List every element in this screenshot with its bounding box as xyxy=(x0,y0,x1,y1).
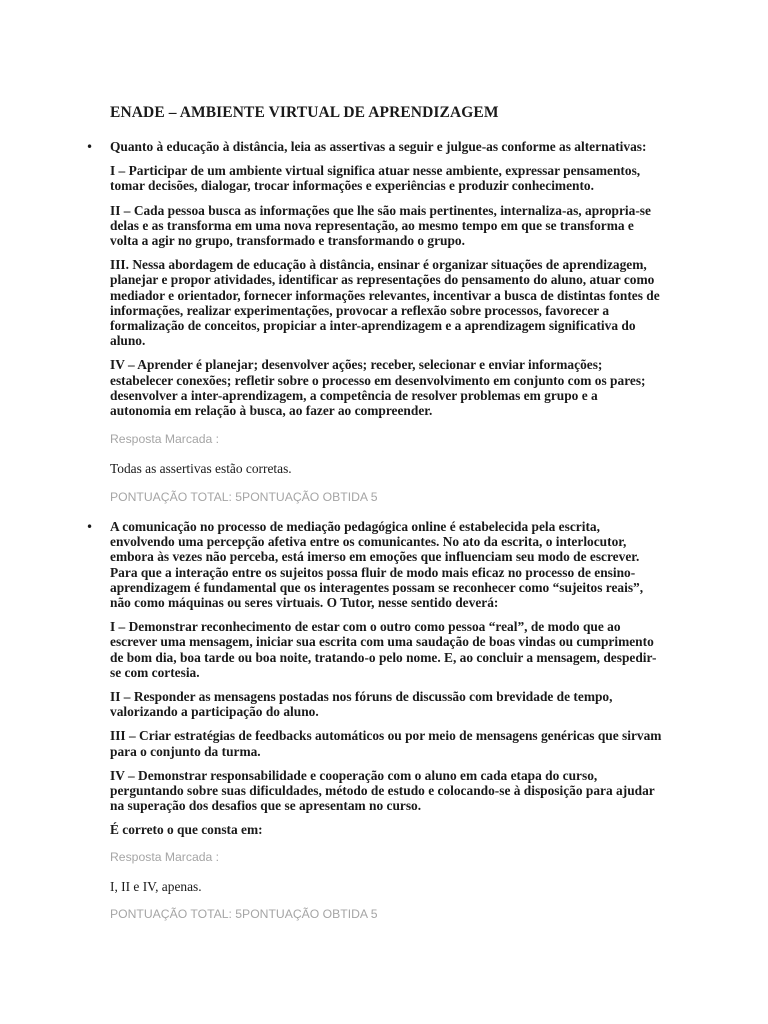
assertion-iii: III – Criar estratégias de feedbacks automáticos ou por meio de mensagens genéricas que sirvam para o conjunto da turma. xyxy=(110,728,662,759)
selected-answer: I, II e IV, apenas. xyxy=(110,878,202,894)
answer-label: Resposta Marcada : xyxy=(110,432,220,447)
assertion-iii: III. Nessa abordagem de educação à distância, ensinar é organizar situações de aprendizagem, planejar e propor atividades, identificar as representações do pensamento do aluno, atuar como mediador e orientador, fornecer informações relevantes, incentivar a busca de distintas fontes de informações, realizar experimentações, provocar a reflexão sobre processos, favorecer a formalização de conceitos, propiciar a inter-aprendizagem e a aprendizagem significativa do aluno. xyxy=(110,257,660,349)
question-prompt: A comunicação no processo de mediação pedagógica online é estabelecida pela escrita, envolvendo uma percepção afetiva entre os comunicantes. No ato da escrita, o interlocutor, embora às vezes não perceba, está imerso em emoções que influenciam seu modo de escrever. Para que a interação entre os sujeitos possa fluir de modo mais eficaz no processo de ensino-aprendizagem é fundamental que os interagentes possam se reconhecer como “sujeitos reais”, não como máquinas ou seres virtuais. O Tutor, nesse sentido deverá: xyxy=(110,519,644,611)
assertion-i: I – Participar de um ambiente virtual significa atuar nesse ambiente, expressar pensamentos, tomar decisões, dialogar, trocar informações e experiências e produzir conhecimento. xyxy=(110,163,641,194)
assertion-iv: IV – Demonstrar responsabilidade e cooperação com o aluno em cada etapa do curso, perguntando sobre suas dificuldades, método de estudo e colocando-se à disposição para ajudar na superação dos desafios que se apresentam no curso. xyxy=(110,767,655,814)
bullet-icon: • xyxy=(86,520,94,534)
assertion-i: I – Demonstrar reconhecimento de estar com o outro como pessoa “real”, de modo que ao escrever uma mensagem, iniciar sua escrita com uma saudação de boas vindas ou cumprimento de bom dia, boa tarde ou boa noite, tratando-o pelo nome. E, ao concluir a mensagem, despedir-se com cortesia. xyxy=(110,619,657,680)
assertion-iv: IV – Aprender é planejar; desenvolver ações; receber, selecionar e enviar informações; estabelecer conexões; refletir sobre o processo em desenvolvimento em conjunto com os pares; desenvolver a inter-aprendizagem, a competência de resolver problemas em grupo e a autonomia em relação à busca, ao fazer ao compreender. xyxy=(110,357,646,419)
question-block xyxy=(86,139,662,505)
answer-label: Resposta Marcada : xyxy=(110,849,220,864)
selected-answer: Todas as assertivas estão corretas. xyxy=(110,461,292,477)
score-text: PONTUAÇÃO TOTAL: 5PONTUAÇÃO OBTIDA 5 xyxy=(110,906,378,921)
page-title: ENADE – AMBIENTE VIRTUAL DE APRENDIZAGEM xyxy=(110,104,499,121)
assertion-ii: II – Responder as mensagens postadas nos fóruns de discussão com brevidade de tempo, valorizando a participação do aluno. xyxy=(110,689,613,720)
question-prompt: Quanto à educação à distância, leia as assertivas a seguir e julgue-as conforme as alternativas: xyxy=(110,139,647,154)
assertion-ii: II – Cada pessoa busca as informações que lhe são mais pertinentes, internaliza-as, apropria-se delas e as transforma em uma nova representação, ao mesmo tempo em que se transforma e volta a agir no grupo, transformado e transformando o grupo. xyxy=(110,202,651,249)
question-stem: É correto o que consta em: xyxy=(110,822,263,838)
bullet-icon: • xyxy=(86,140,94,154)
question-block xyxy=(86,519,662,921)
score-text: PONTUAÇÃO TOTAL: 5PONTUAÇÃO OBTIDA 5 xyxy=(110,490,378,505)
